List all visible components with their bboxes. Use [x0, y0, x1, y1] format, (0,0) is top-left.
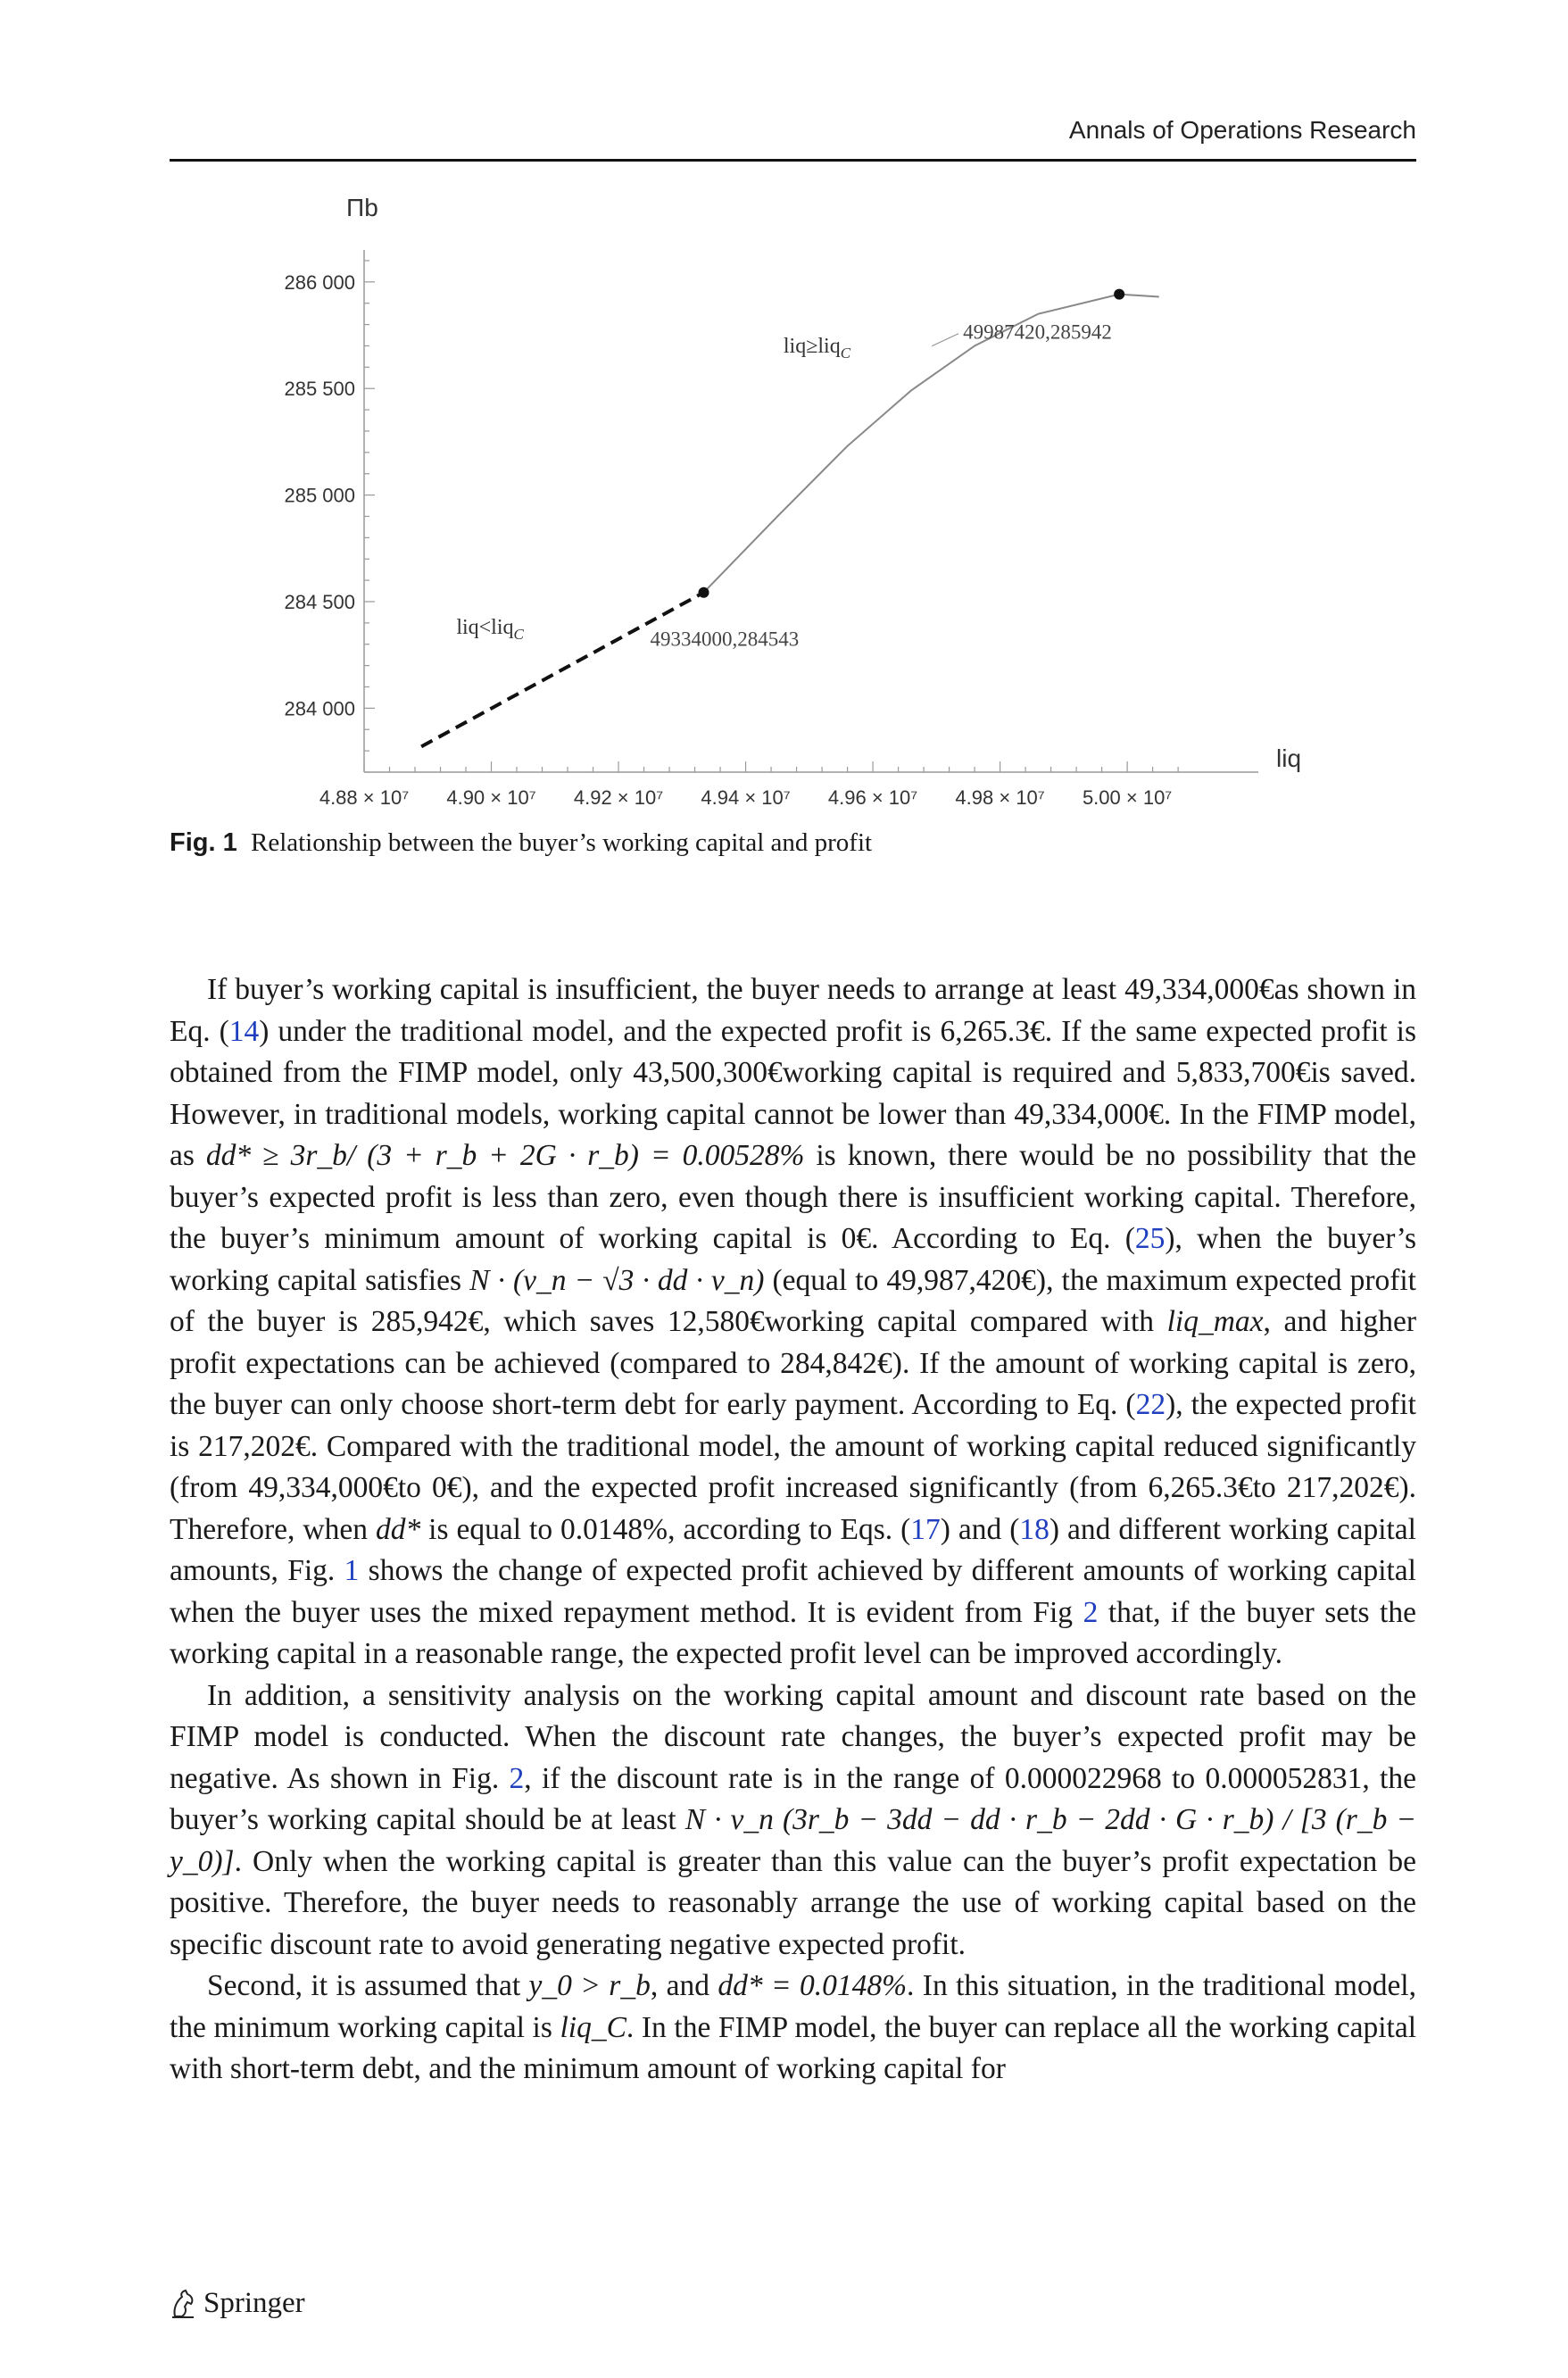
figure-1-chart [170, 179, 1416, 821]
page-footer [170, 2287, 305, 2320]
math-inline: liq_C [560, 2010, 626, 2044]
journal-title: Annals of Operations Research [1068, 116, 1416, 144]
figure-label: Fig. 1 [170, 828, 237, 857]
x-axis-label: liq [1276, 744, 1302, 772]
eq-ref-25[interactable]: 25 [1134, 1222, 1166, 1255]
eq-ref-17[interactable]: 17 [910, 1512, 941, 1546]
fig-ref-1[interactable]: 1 [344, 1554, 360, 1587]
math-inline: dd* = 0.0148% [718, 1969, 908, 2002]
x-tick-label: 4.90 × 10⁷ [446, 786, 536, 809]
figure-caption [170, 828, 872, 858]
figure-caption-text: Relationship between the buyer’s working capital and profit [250, 828, 873, 857]
region-annotation: liq≥liq$_C$ [783, 335, 851, 362]
x-tick-label: 4.98 × 10⁷ [955, 786, 1045, 809]
leader-line [932, 334, 958, 346]
math-inline: dd* ≥ 3r_b/ (3 + r_b + 2G · r_b) = 0.00528% [205, 1139, 805, 1172]
region-annotation: liq<liq$_C$ [456, 616, 524, 644]
y-tick-label: 284 500 [284, 590, 355, 613]
eq-ref-14[interactable]: 14 [228, 1014, 260, 1048]
math-inline: y_0 > r_b [528, 1969, 651, 2002]
paragraph-1: If buyer’s working capital is insufficient, the buyer needs to arrange at least 49,334,000€as shown in Eq. (14) under the traditional model, and the expected profit is 6,265.3€. If the same expected profit is obtained from the FIMP model, only 43,500,300€working capital is required and 5,833,700€is saved. However, in traditional models, working capital cannot be lower than 49,334,000€. In the FIMP model, as dd* ≥ 3r_b/ (3 + r_b + 2G · r_b) = 0.00528% is known, there would be no possibility that the buyer’s expected profit is less than zero, even though there is insufficient working capital. Therefore, the buyer’s minimum amount of working capital is 0€. According to Eq. (25), when the buyer’s working capital satisfies N · (v_n − √3 · dd · v_n) (equal to 49,987,420€), the maximum expected profit of the buyer is 285,942€, which saves 12,580€working capital compared with liq_max, and higher profit expectations can be achieved (compared to 284,842€). If the amount of working capital is zero, the buyer can only choose short-term debt for early payment. According to Eq. (22), the expected profit is 217,202€. Compared with the traditional model, the amount of working capital reduced significantly (from 49,334,000€to 0€), and the expected profit increased significantly (from 6,265.3€to 217,202€). Therefore, when dd* is equal to 0.0148%, according to Eqs. (17) and (18) and different working capital amounts, Fig. 1 shows the change of expected profit achieved by different amounts of working capital when the buyer uses the mixed repayment method. It is evident from Fig 2 that, if the buyer sets the working capital in a reasonable range, the expected profit level can be improved accordingly. [170, 973, 1416, 1670]
x-tick-label: 4.92 × 10⁷ [573, 786, 664, 809]
body-text [170, 969, 1416, 2091]
y-tick-label: 285 500 [284, 378, 355, 401]
data-point-label: 49987420,285942 [963, 320, 1112, 344]
data-point-label: 49334000,284543 [650, 628, 800, 651]
paragraph-2: In addition, a sensitivity analysis on the working capital amount and discount rate based on the FIMP model is conducted. When the discount rate changes, the buyer’s expected profit may be negative. As shown in Fig. 2, if the discount rate is in the range of 0.000022968 to 0.000052831, the buyer’s working capital should be at least N · v_n (3r_b − 3dd − dd · r_b − 2dd · G · r_b) / [3 (r_b − y_0)]. Only when the working capital is greater than this value can the buyer’s profit expectation be positive. Therefore, the buyer needs to reasonably arrange the use of working capital based on the specific discount rate to avoid generating negative expected profit. [170, 1678, 1416, 1961]
y-axis-label: Πb [346, 194, 378, 221]
data-point [1114, 289, 1124, 300]
x-tick-label: 5.00 × 10⁷ [1082, 786, 1173, 809]
y-tick-label: 284 000 [284, 697, 355, 720]
eq-ref-22[interactable]: 22 [1135, 1388, 1166, 1421]
math-inline: N · (v_n − √3 · dd · v_n) [469, 1263, 765, 1297]
y-tick-label: 286 000 [284, 270, 355, 294]
fig-ref-2[interactable]: 2 [509, 1761, 525, 1795]
fig-ref-2[interactable]: 2 [1083, 1595, 1099, 1629]
math-inline: liq_max [1166, 1305, 1264, 1338]
y-tick-label: 285 000 [284, 484, 355, 507]
x-tick-label: 4.88 × 10⁷ [319, 786, 410, 809]
math-inline: dd* [375, 1512, 421, 1546]
paragraph-3: Second, it is assumed that y_0 > r_b, and dd* = 0.0148%. In this situation, in the traditional model, the minimum working capital is liq_C. In the FIMP model, the buyer can replace all the working capital with short-term debt, and the minimum amount of working capital for [170, 1969, 1417, 2085]
eq-ref-18[interactable]: 18 [1019, 1512, 1049, 1546]
data-point [699, 587, 709, 598]
springer-horse-icon [170, 2289, 196, 2319]
page-header [170, 114, 1416, 162]
x-tick-label: 4.94 × 10⁷ [701, 786, 791, 809]
math-inline: N · v_n (3r_b − 3dd − dd · r_b − 2dd · G · r_b) / [3 (r_b − y_0)] [170, 1803, 1416, 1878]
publisher-name: Springer [203, 2287, 305, 2319]
x-tick-label: 4.96 × 10⁷ [827, 786, 918, 809]
